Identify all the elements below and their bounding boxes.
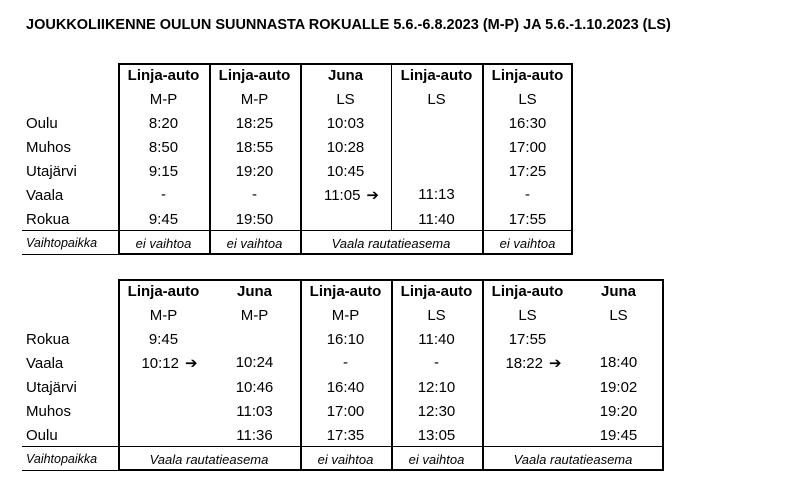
column-header: Linja-auto <box>400 66 473 84</box>
days-cell: M-P <box>149 306 178 324</box>
transfer-cell: ei vaihtoa <box>499 235 556 251</box>
stop-name: Utajärvi <box>26 162 77 180</box>
time-cell: 17:55 <box>508 210 547 228</box>
table-row <box>22 183 573 207</box>
column-header: Linja-auto <box>127 282 200 300</box>
transfer-cell: Vaala rautatieasema <box>513 451 633 467</box>
timetable-oulu-to-rokua <box>22 63 573 255</box>
time-cell: 18:40 <box>599 354 638 371</box>
column-header: Linja-auto <box>127 66 200 84</box>
days-cell: LS <box>609 306 628 324</box>
column-header: Linja-auto <box>218 66 291 84</box>
stop-name: Oulu <box>26 426 58 444</box>
table-row <box>22 423 664 447</box>
divider <box>22 446 662 447</box>
time-cell <box>573 331 664 348</box>
time-cell: 12:30 <box>417 402 456 420</box>
time-cell: 10:03 <box>326 114 365 132</box>
header-row <box>22 279 664 303</box>
table-row <box>22 375 664 399</box>
time-cell: - <box>343 354 348 371</box>
time-cell: 16:10 <box>326 330 365 348</box>
time-cell: 9:45 <box>148 330 179 348</box>
stop-name: Muhos <box>26 402 72 420</box>
column-header: Linja-auto <box>491 66 564 84</box>
time-cell: 19:20 <box>235 162 274 180</box>
transfer-cell: ei vaihtoa <box>317 451 374 467</box>
days-cell: LS <box>518 90 537 108</box>
time-cell: 13:05 <box>417 426 456 444</box>
time-cell: 19:02 <box>599 378 638 396</box>
time-cell: 11:13 <box>418 186 455 203</box>
column-header: Juna <box>236 282 272 300</box>
transfer-cell: Vaala rautatieasema <box>331 235 451 251</box>
transfer-label: Vaihtopaikka <box>26 452 98 466</box>
time-cell: 8:20 <box>148 114 179 132</box>
days-cell: M-P <box>240 306 269 324</box>
time-cell: 8:50 <box>148 138 179 156</box>
time-cell <box>482 379 573 396</box>
time-value: 11:05 <box>323 187 361 204</box>
days-cell: LS <box>427 90 446 108</box>
transfer-label: Vaihtopaikka <box>26 236 98 250</box>
time-value: 18:22 <box>505 355 543 372</box>
time-value: 10:12 <box>141 355 179 372</box>
column-header: Juna <box>600 282 636 300</box>
time-cell <box>482 427 573 444</box>
time-cell <box>482 354 573 372</box>
time-cell: 9:45 <box>148 210 179 228</box>
transfer-cell: Vaala rautatieasema <box>149 451 269 467</box>
time-cell <box>300 186 391 204</box>
time-cell: 10:46 <box>235 378 274 396</box>
stop-name: Utajärvi <box>26 378 77 396</box>
arrow-right-icon: ➔ <box>184 355 198 372</box>
time-cell: 16:40 <box>326 378 365 396</box>
divider <box>22 470 662 471</box>
time-cell: 12:10 <box>417 378 456 396</box>
transfer-cell: ei vaihtoa <box>408 451 465 467</box>
time-cell: 17:00 <box>508 138 547 156</box>
table-row <box>22 159 573 183</box>
table-row <box>22 399 664 423</box>
transfer-row <box>22 231 573 255</box>
stop-name: Vaala <box>26 186 64 204</box>
transfer-cell: ei vaihtoa <box>226 235 283 251</box>
stop-name: Vaala <box>26 354 64 372</box>
time-cell: 17:55 <box>508 330 547 348</box>
time-cell: 11:03 <box>236 402 273 420</box>
days-row <box>22 303 664 327</box>
days-cell: M-P <box>149 90 178 108</box>
stop-name: Muhos <box>26 138 72 156</box>
time-cell <box>391 139 482 156</box>
timetable-rokua-to-oulu <box>22 279 664 471</box>
days-cell: M-P <box>240 90 269 108</box>
days-cell: LS <box>427 306 446 324</box>
time-cell: - <box>161 186 166 203</box>
time-cell: 10:45 <box>326 162 365 180</box>
table-row <box>22 111 573 135</box>
days-row <box>22 87 573 111</box>
time-cell: - <box>525 186 530 203</box>
page-title: JOUKKOLIIKENNE OULUN SUUNNASTA ROKUALLE 5.6.-6.8.2023 (M-P) JA 5.6.-1.10.2023 (LS) <box>26 17 671 33</box>
time-cell: 17:00 <box>326 402 365 420</box>
time-cell <box>209 331 300 348</box>
stop-name: Oulu <box>26 114 58 132</box>
table-row <box>22 207 573 231</box>
column-header: Linja-auto <box>491 282 564 300</box>
time-cell: 11:36 <box>236 426 273 444</box>
time-cell: - <box>434 354 439 371</box>
transfer-row <box>22 447 664 471</box>
time-cell: 10:24 <box>235 354 274 371</box>
transfer-cell: ei vaihtoa <box>135 235 192 251</box>
column-header: Juna <box>327 66 363 84</box>
time-cell <box>118 354 209 372</box>
time-cell <box>118 403 209 420</box>
arrow-right-icon: ➔ <box>366 187 379 204</box>
time-cell: 17:25 <box>508 162 547 180</box>
table-row <box>22 351 664 375</box>
days-cell: LS <box>518 306 537 324</box>
time-cell: 19:50 <box>235 210 274 228</box>
time-cell: 10:28 <box>326 138 365 156</box>
time-cell: 18:55 <box>235 138 274 156</box>
time-cell: 18:25 <box>235 114 274 132</box>
stop-name: Rokua <box>26 210 70 228</box>
divider <box>22 230 571 231</box>
days-cell: LS <box>336 90 355 108</box>
time-cell <box>482 403 573 420</box>
days-cell: M-P <box>331 306 360 324</box>
divider <box>22 254 571 255</box>
time-cell: 11:40 <box>418 210 455 228</box>
time-cell: 16:30 <box>508 114 547 132</box>
time-cell: 19:45 <box>599 426 638 444</box>
time-cell: 17:35 <box>326 426 365 444</box>
time-cell <box>118 427 209 444</box>
time-cell: - <box>252 186 257 203</box>
time-cell: 19:20 <box>599 402 638 420</box>
column-header: Linja-auto <box>400 282 473 300</box>
time-cell <box>391 115 482 132</box>
time-cell <box>118 379 209 396</box>
time-cell <box>300 211 391 228</box>
arrow-right-icon: ➔ <box>548 355 562 372</box>
table-row <box>22 135 573 159</box>
table-row <box>22 327 664 351</box>
time-cell <box>391 163 482 180</box>
stop-name: Rokua <box>26 330 70 348</box>
column-header: Linja-auto <box>309 282 382 300</box>
time-cell: 11:40 <box>418 330 455 348</box>
time-cell: 9:15 <box>148 162 179 180</box>
header-row <box>22 63 573 87</box>
